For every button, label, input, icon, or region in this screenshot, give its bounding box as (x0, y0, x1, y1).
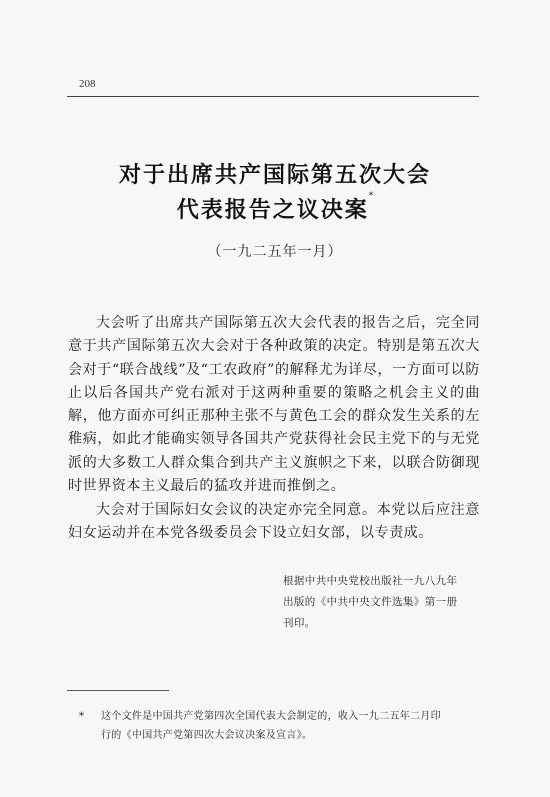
paragraph-text: 大会听了出席共产国际第五次大会代表的报告之后，完全同意于共产国际第五次大会对于各种政策的决定。特别是第五次大会对于“联合战线”及“工农政府”的解释尤为详尽，一方面可以防止以后各国共产党右派对于这两种重要的策略之机会主义的曲解，他方面亦可纠正那种主张不与黄色工会的群众发生关系的左稚病，如此才能确实领导各国共产党获得社会民主党下的与无党派的大多数工人群众集合到共产主义旗帜之下来，以联合防御现时世界资本主义最后的猛攻并进而推倒之。 (68, 315, 480, 495)
footnote-mark: * (79, 711, 85, 722)
source-line: 出版的《中共中央文件选集》第一册 (283, 596, 458, 608)
paragraph-text: 大会对于国际妇女会议的决定亦完全同意。本党以后应注意妇女运动并在本党各级委员会下设立妇女部，以专责成。 (68, 502, 480, 542)
header-rule (67, 96, 479, 97)
footnote-continuation: 行的《中国共产党第四次大会议决案及宣言》。 (101, 730, 313, 741)
footnote-text: 这个文件是中国共产党第四次全国代表大会制定的，收入一九二五年二月印 (101, 711, 441, 722)
source-note (283, 571, 483, 634)
body-paragraph-1 (68, 312, 480, 498)
document-date: （一九二五年一月） (207, 244, 343, 260)
footnote-rule (67, 690, 169, 691)
document-title-line-1: 对于出席共产国际第五次大会 (118, 163, 431, 188)
footnote-line (79, 707, 484, 726)
title-footnote-mark: * (368, 191, 374, 201)
document-title-text: 代表报告之议决案 (176, 198, 369, 223)
document-title-line-2 (0, 193, 550, 224)
page-number: 208 (79, 78, 96, 90)
source-line: 刊印。 (283, 617, 316, 629)
source-line: 根据中共中央党校出版社一九八九年 (283, 575, 458, 587)
footnote (79, 707, 484, 745)
body-paragraph-2 (68, 499, 480, 546)
